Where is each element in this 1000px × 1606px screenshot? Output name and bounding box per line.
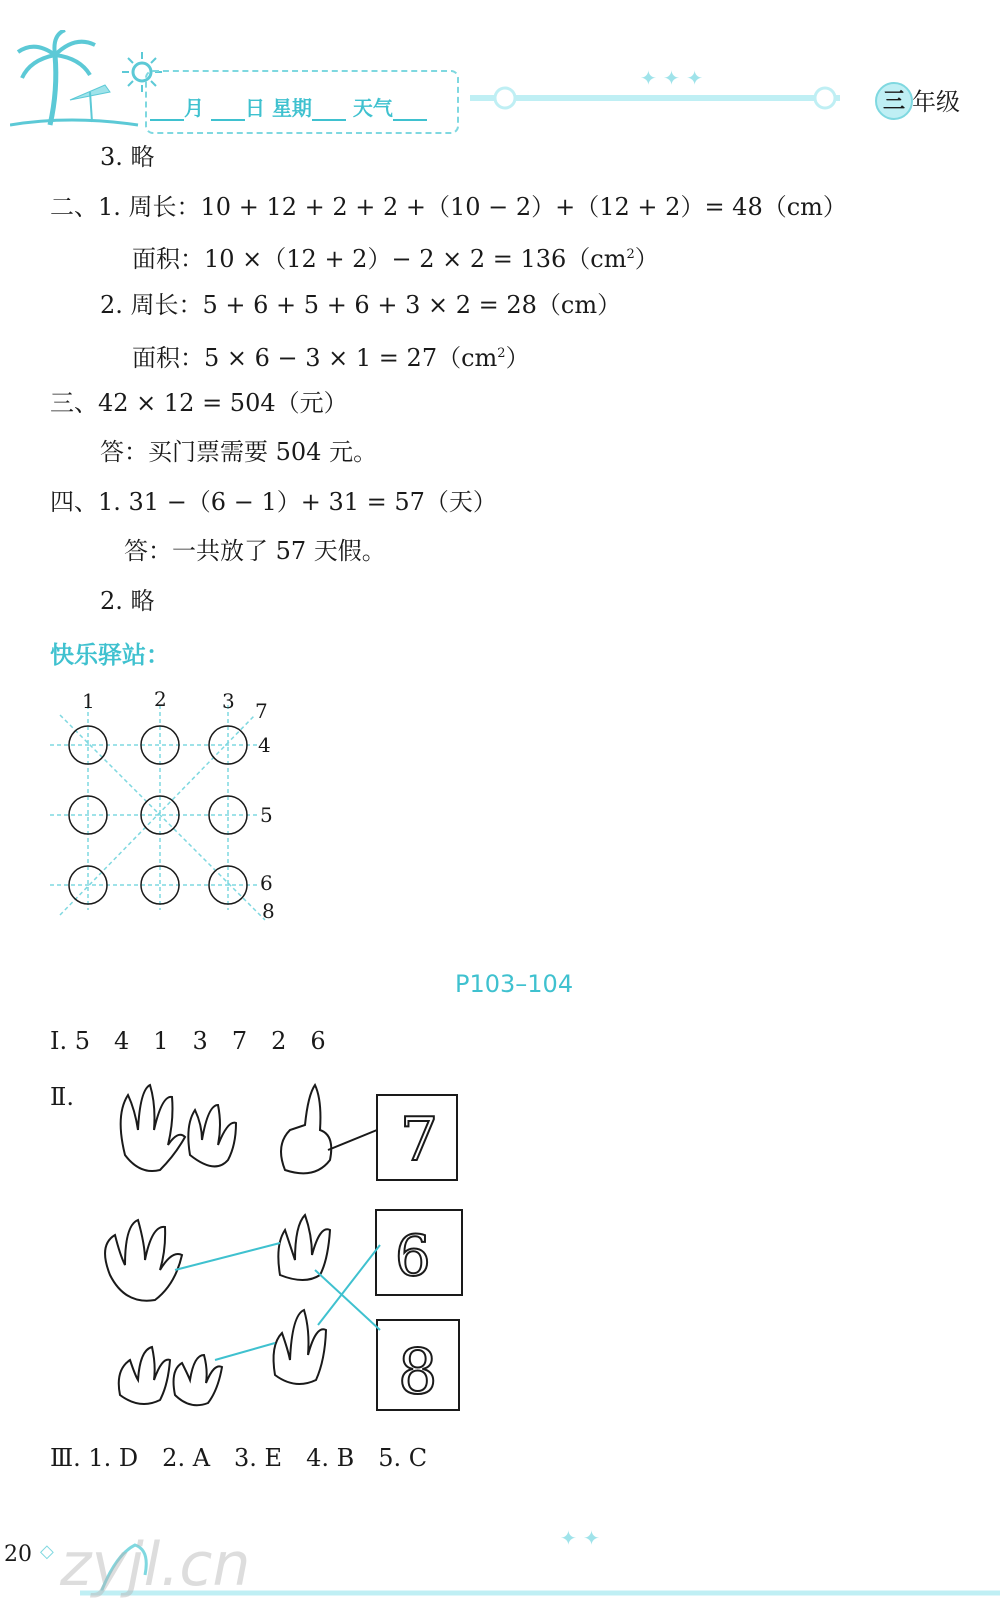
weekday-label: 星期	[271, 96, 312, 120]
answer-line: 二、1. 周长：10 + 12 + 2 + 2 +（10 − 2）+（12 + 2）= 48（cm）	[50, 193, 847, 221]
svg-text:✦ ✦: ✦ ✦	[560, 1526, 600, 1550]
line-label: 2	[154, 687, 167, 711]
watermark: zyjl.cn	[60, 1530, 251, 1600]
answer-line: 答：一共放了 57 天假。	[124, 537, 386, 565]
svg-text:◇: ◇	[40, 1541, 54, 1562]
answer-line: 四、1. 31 −（6 − 1）+ 31 = 57（天）	[50, 488, 497, 516]
date-weather-fields	[150, 92, 427, 121]
number-character-icon	[376, 1095, 462, 1410]
answer-line: 2. 略	[100, 587, 155, 615]
answer-text: 面积：10 ×（12 + 2）− 2 × 2 = 136（cm	[132, 245, 627, 273]
line-label: 6	[260, 871, 273, 895]
svg-text:7: 7	[400, 1105, 439, 1175]
superscript: 2	[497, 346, 506, 361]
answer-line: 三、42 × 12 = 504（元）	[50, 389, 348, 417]
line-label: 5	[260, 803, 273, 827]
grade-number: 三	[875, 82, 913, 120]
answer-line	[132, 240, 659, 274]
weather-label: 天气	[352, 96, 393, 120]
part-three-answers: Ⅲ. 1. D 2. A 3. E 4. B 5. C	[50, 1444, 428, 1472]
line-label: 1	[82, 689, 95, 713]
month-label: 月	[184, 96, 204, 120]
part-one-answers: Ⅰ. 5 4 1 3 7 2 6	[50, 1027, 326, 1055]
svg-text:8: 8	[398, 1335, 438, 1408]
part-two-label: Ⅱ.	[50, 1083, 74, 1111]
line-label: 4	[258, 733, 271, 757]
line-label: 3	[222, 689, 235, 713]
puzzle-circle	[141, 726, 179, 764]
superscript: 2	[626, 247, 635, 262]
svg-text:✦ ✦ ✦: ✦ ✦ ✦	[640, 66, 703, 90]
answer-line	[132, 339, 530, 373]
hand-icon	[105, 1085, 331, 1405]
line-label: 8	[262, 899, 275, 923]
answer-line: 2. 周长：5 + 6 + 5 + 6 + 3 × 2 = 28（cm）	[100, 291, 622, 319]
grade-label: 年级	[912, 88, 960, 116]
answer-text: ）	[634, 245, 659, 273]
answer-text: ）	[505, 344, 530, 372]
header-decoration-line	[470, 60, 870, 120]
line-label: 7	[255, 699, 268, 723]
svg-text:6: 6	[395, 1224, 431, 1289]
answer-text: 面积：5 × 6 − 3 × 1 = 27（cm	[132, 344, 498, 372]
section-title: 快乐驿站：	[50, 641, 170, 669]
circle-line-puzzle	[40, 680, 300, 930]
page-number: 20	[4, 1542, 32, 1567]
page-reference: P103–104	[455, 970, 574, 998]
puzzle-circle	[141, 866, 179, 904]
day-label: 日	[244, 96, 265, 120]
hand-matching-exercise	[90, 1075, 480, 1425]
answer-line: 答：买门票需要 504 元。	[100, 438, 378, 466]
answer-line: 3. 略	[100, 143, 155, 171]
